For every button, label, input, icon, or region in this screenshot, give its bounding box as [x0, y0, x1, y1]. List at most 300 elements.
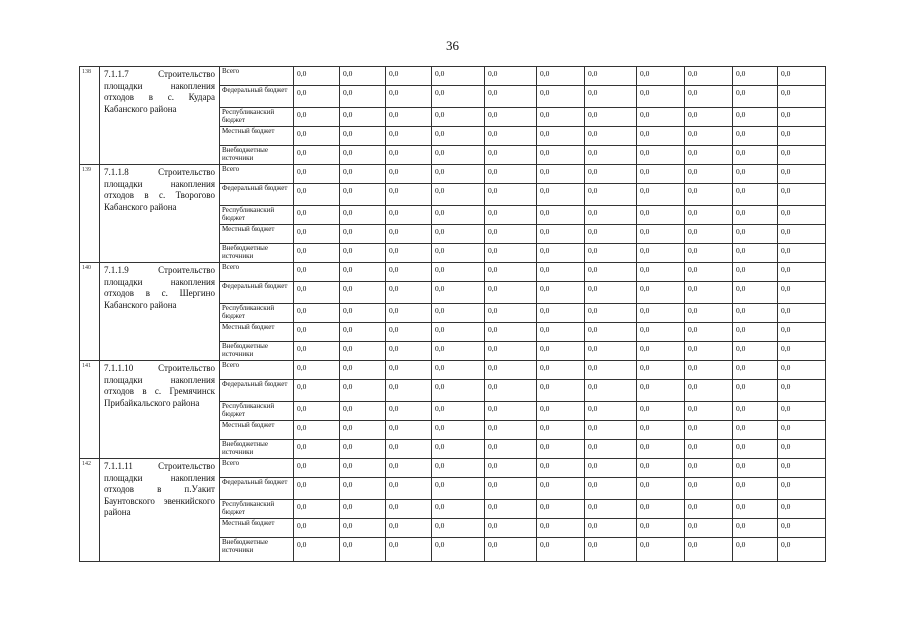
- value-cell: 0,0: [537, 380, 585, 402]
- value-cell: 0,0: [778, 282, 826, 304]
- value-cell: 0,0: [537, 519, 585, 538]
- value-cell: 0,0: [340, 86, 386, 108]
- value-cell: 0,0: [432, 127, 485, 146]
- value-cell: 0,0: [432, 67, 485, 86]
- funding-source: Внебюджетные источники: [220, 342, 294, 361]
- value-cell: 0,0: [294, 304, 340, 323]
- value-cell: 0,0: [685, 206, 733, 225]
- value-cell: 0,0: [294, 361, 340, 380]
- value-cell: 0,0: [685, 165, 733, 184]
- value-cell: 0,0: [294, 127, 340, 146]
- value-cell: 0,0: [386, 440, 432, 459]
- value-cell: 0,0: [485, 361, 537, 380]
- value-cell: 0,0: [733, 263, 778, 282]
- funding-source: Всего: [220, 165, 294, 184]
- value-cell: 0,0: [585, 342, 637, 361]
- value-cell: 0,0: [733, 500, 778, 519]
- value-cell: 0,0: [637, 519, 685, 538]
- funding-source: Всего: [220, 67, 294, 86]
- value-cell: 0,0: [685, 127, 733, 146]
- value-cell: 0,0: [340, 342, 386, 361]
- value-cell: 0,0: [637, 184, 685, 206]
- value-cell: 0,0: [485, 519, 537, 538]
- value-cell: 0,0: [432, 459, 485, 478]
- value-cell: 0,0: [637, 244, 685, 263]
- value-cell: 0,0: [537, 206, 585, 225]
- value-cell: 0,0: [733, 165, 778, 184]
- value-cell: 0,0: [485, 440, 537, 459]
- value-cell: 0,0: [340, 165, 386, 184]
- value-cell: 0,0: [340, 421, 386, 440]
- value-cell: 0,0: [294, 86, 340, 108]
- value-cell: 0,0: [778, 380, 826, 402]
- value-cell: 0,0: [294, 108, 340, 127]
- value-cell: 0,0: [294, 478, 340, 500]
- value-cell: 0,0: [340, 361, 386, 380]
- value-cell: 0,0: [585, 146, 637, 165]
- value-cell: 0,0: [432, 184, 485, 206]
- value-cell: 0,0: [733, 323, 778, 342]
- value-cell: 0,0: [733, 402, 778, 421]
- value-cell: 0,0: [778, 478, 826, 500]
- value-cell: 0,0: [585, 127, 637, 146]
- funding-source: Республиканский бюджет: [220, 402, 294, 421]
- value-cell: 0,0: [585, 225, 637, 244]
- value-cell: 0,0: [733, 225, 778, 244]
- value-cell: 0,0: [537, 67, 585, 86]
- value-cell: 0,0: [485, 500, 537, 519]
- value-cell: 0,0: [485, 282, 537, 304]
- value-cell: 0,0: [685, 323, 733, 342]
- value-cell: 0,0: [778, 421, 826, 440]
- value-cell: 0,0: [637, 323, 685, 342]
- value-cell: 0,0: [778, 225, 826, 244]
- value-cell: 0,0: [778, 361, 826, 380]
- value-cell: 0,0: [340, 402, 386, 421]
- value-cell: 0,0: [485, 263, 537, 282]
- value-cell: 0,0: [340, 282, 386, 304]
- value-cell: 0,0: [537, 459, 585, 478]
- funding-source: Местный бюджет: [220, 421, 294, 440]
- value-cell: 0,0: [537, 184, 585, 206]
- value-cell: 0,0: [537, 304, 585, 323]
- value-cell: 0,0: [778, 127, 826, 146]
- table-row: [80, 263, 826, 282]
- value-cell: 0,0: [637, 500, 685, 519]
- value-cell: 0,0: [432, 519, 485, 538]
- value-cell: 0,0: [585, 478, 637, 500]
- funding-source: Республиканский бюджет: [220, 108, 294, 127]
- value-cell: 0,0: [485, 165, 537, 184]
- row-number: 142: [80, 459, 100, 562]
- value-cell: 0,0: [432, 342, 485, 361]
- value-cell: 0,0: [340, 304, 386, 323]
- table-row: [80, 67, 826, 86]
- value-cell: 0,0: [585, 86, 637, 108]
- value-cell: 0,0: [778, 538, 826, 562]
- value-cell: 0,0: [733, 184, 778, 206]
- value-cell: 0,0: [485, 421, 537, 440]
- value-cell: 0,0: [733, 108, 778, 127]
- value-cell: 0,0: [733, 361, 778, 380]
- value-cell: 0,0: [637, 108, 685, 127]
- value-cell: 0,0: [733, 478, 778, 500]
- value-cell: 0,0: [585, 206, 637, 225]
- value-cell: 0,0: [386, 323, 432, 342]
- value-cell: 0,0: [485, 225, 537, 244]
- funding-source: Всего: [220, 361, 294, 380]
- funding-source: Федеральный бюджет: [220, 380, 294, 402]
- value-cell: 0,0: [537, 165, 585, 184]
- value-cell: 0,0: [778, 342, 826, 361]
- value-cell: 0,0: [485, 342, 537, 361]
- value-cell: 0,0: [340, 206, 386, 225]
- value-cell: 0,0: [537, 146, 585, 165]
- value-cell: 0,0: [537, 478, 585, 500]
- funding-source: Федеральный бюджет: [220, 184, 294, 206]
- table-row: [80, 459, 826, 478]
- value-cell: 0,0: [733, 304, 778, 323]
- table-row: [80, 165, 826, 184]
- row-number: 141: [80, 361, 100, 459]
- value-cell: 0,0: [386, 86, 432, 108]
- value-cell: 0,0: [294, 184, 340, 206]
- value-cell: 0,0: [386, 67, 432, 86]
- value-cell: 0,0: [485, 86, 537, 108]
- value-cell: 0,0: [432, 263, 485, 282]
- value-cell: 0,0: [537, 323, 585, 342]
- value-cell: 0,0: [485, 244, 537, 263]
- value-cell: 0,0: [637, 538, 685, 562]
- value-cell: 0,0: [432, 500, 485, 519]
- value-cell: 0,0: [340, 323, 386, 342]
- value-cell: 0,0: [585, 402, 637, 421]
- value-cell: 0,0: [637, 263, 685, 282]
- value-cell: 0,0: [340, 244, 386, 263]
- value-cell: 0,0: [537, 282, 585, 304]
- value-cell: 0,0: [733, 67, 778, 86]
- value-cell: 0,0: [637, 342, 685, 361]
- value-cell: 0,0: [733, 380, 778, 402]
- value-cell: 0,0: [685, 538, 733, 562]
- value-cell: 0,0: [733, 342, 778, 361]
- value-cell: 0,0: [485, 380, 537, 402]
- value-cell: 0,0: [485, 304, 537, 323]
- value-cell: 0,0: [685, 244, 733, 263]
- value-cell: 0,0: [386, 146, 432, 165]
- value-cell: 0,0: [432, 402, 485, 421]
- value-cell: 0,0: [485, 184, 537, 206]
- value-cell: 0,0: [386, 538, 432, 562]
- value-cell: 0,0: [585, 108, 637, 127]
- value-cell: 0,0: [537, 500, 585, 519]
- value-cell: 0,0: [386, 244, 432, 263]
- value-cell: 0,0: [294, 282, 340, 304]
- value-cell: 0,0: [685, 225, 733, 244]
- value-cell: 0,0: [432, 108, 485, 127]
- value-cell: 0,0: [637, 402, 685, 421]
- value-cell: 0,0: [733, 146, 778, 165]
- value-cell: 0,0: [585, 361, 637, 380]
- value-cell: 0,0: [485, 402, 537, 421]
- value-cell: 0,0: [485, 127, 537, 146]
- value-cell: 0,0: [294, 146, 340, 165]
- value-cell: 0,0: [340, 263, 386, 282]
- value-cell: 0,0: [585, 519, 637, 538]
- value-cell: 0,0: [432, 323, 485, 342]
- value-cell: 0,0: [386, 402, 432, 421]
- value-cell: 0,0: [585, 67, 637, 86]
- value-cell: 0,0: [685, 67, 733, 86]
- value-cell: 0,0: [294, 263, 340, 282]
- value-cell: 0,0: [685, 342, 733, 361]
- value-cell: 0,0: [294, 538, 340, 562]
- value-cell: 0,0: [733, 421, 778, 440]
- value-cell: 0,0: [733, 244, 778, 263]
- funding-source: Внебюджетные источники: [220, 440, 294, 459]
- value-cell: 0,0: [386, 361, 432, 380]
- value-cell: 0,0: [294, 165, 340, 184]
- value-cell: 0,0: [637, 165, 685, 184]
- value-cell: 0,0: [685, 146, 733, 165]
- value-cell: 0,0: [432, 440, 485, 459]
- value-cell: 0,0: [637, 146, 685, 165]
- value-cell: 0,0: [386, 225, 432, 244]
- value-cell: 0,0: [685, 402, 733, 421]
- value-cell: 0,0: [585, 165, 637, 184]
- value-cell: 0,0: [294, 500, 340, 519]
- value-cell: 0,0: [685, 304, 733, 323]
- value-cell: 0,0: [386, 127, 432, 146]
- value-cell: 0,0: [294, 67, 340, 86]
- value-cell: 0,0: [537, 108, 585, 127]
- value-cell: 0,0: [340, 500, 386, 519]
- value-cell: 0,0: [685, 421, 733, 440]
- value-cell: 0,0: [386, 519, 432, 538]
- value-cell: 0,0: [432, 165, 485, 184]
- funding-source: Всего: [220, 459, 294, 478]
- value-cell: 0,0: [386, 342, 432, 361]
- value-cell: 0,0: [778, 323, 826, 342]
- value-cell: 0,0: [637, 304, 685, 323]
- value-cell: 0,0: [637, 361, 685, 380]
- value-cell: 0,0: [685, 380, 733, 402]
- value-cell: 0,0: [386, 206, 432, 225]
- measure-name: 7.1.1.7 Строительство площадки накопления отходов в с. Кудара Кабанского района: [100, 67, 220, 165]
- value-cell: 0,0: [485, 478, 537, 500]
- funding-source: Республиканский бюджет: [220, 206, 294, 225]
- value-cell: 0,0: [637, 225, 685, 244]
- value-cell: 0,0: [637, 86, 685, 108]
- value-cell: 0,0: [537, 127, 585, 146]
- value-cell: 0,0: [386, 108, 432, 127]
- value-cell: 0,0: [485, 108, 537, 127]
- row-number: 139: [80, 165, 100, 263]
- value-cell: 0,0: [432, 538, 485, 562]
- value-cell: 0,0: [294, 342, 340, 361]
- page-number: 36: [446, 38, 459, 53]
- value-cell: 0,0: [733, 206, 778, 225]
- value-cell: 0,0: [778, 146, 826, 165]
- value-cell: 0,0: [778, 206, 826, 225]
- value-cell: 0,0: [432, 361, 485, 380]
- funding-source: Внебюджетные источники: [220, 146, 294, 165]
- measure-name: 7.1.1.8 Строительство площадки накопления отходов в с. Творогово Кабанского района: [100, 165, 220, 263]
- value-cell: 0,0: [733, 459, 778, 478]
- value-cell: 0,0: [340, 380, 386, 402]
- value-cell: 0,0: [537, 342, 585, 361]
- value-cell: 0,0: [637, 67, 685, 86]
- value-cell: 0,0: [386, 165, 432, 184]
- value-cell: 0,0: [685, 108, 733, 127]
- value-cell: 0,0: [585, 263, 637, 282]
- value-cell: 0,0: [585, 538, 637, 562]
- value-cell: 0,0: [432, 206, 485, 225]
- value-cell: 0,0: [386, 421, 432, 440]
- value-cell: 0,0: [432, 146, 485, 165]
- value-cell: 0,0: [778, 304, 826, 323]
- value-cell: 0,0: [537, 402, 585, 421]
- value-cell: 0,0: [432, 282, 485, 304]
- value-cell: 0,0: [685, 86, 733, 108]
- value-cell: 0,0: [778, 402, 826, 421]
- measure-name: 7.1.1.11 Строительство площадки накопления отходов в п.Уакит Баунтовского эвенкийского района: [100, 459, 220, 562]
- value-cell: 0,0: [685, 478, 733, 500]
- value-cell: 0,0: [637, 421, 685, 440]
- row-number: 138: [80, 67, 100, 165]
- value-cell: 0,0: [340, 459, 386, 478]
- value-cell: 0,0: [637, 380, 685, 402]
- funding-source: Всего: [220, 263, 294, 282]
- value-cell: 0,0: [386, 500, 432, 519]
- value-cell: 0,0: [294, 440, 340, 459]
- value-cell: 0,0: [733, 86, 778, 108]
- value-cell: 0,0: [485, 538, 537, 562]
- value-cell: 0,0: [585, 380, 637, 402]
- value-cell: 0,0: [685, 500, 733, 519]
- value-cell: 0,0: [432, 421, 485, 440]
- value-cell: 0,0: [432, 244, 485, 263]
- value-cell: 0,0: [485, 459, 537, 478]
- value-cell: 0,0: [778, 519, 826, 538]
- value-cell: 0,0: [340, 146, 386, 165]
- value-cell: 0,0: [585, 440, 637, 459]
- funding-source: Местный бюджет: [220, 519, 294, 538]
- value-cell: 0,0: [537, 244, 585, 263]
- value-cell: 0,0: [386, 459, 432, 478]
- value-cell: 0,0: [537, 440, 585, 459]
- value-cell: 0,0: [340, 225, 386, 244]
- value-cell: 0,0: [537, 421, 585, 440]
- value-cell: 0,0: [386, 478, 432, 500]
- value-cell: 0,0: [294, 323, 340, 342]
- funding-source: Республиканский бюджет: [220, 500, 294, 519]
- value-cell: 0,0: [537, 263, 585, 282]
- value-cell: 0,0: [585, 282, 637, 304]
- value-cell: 0,0: [685, 459, 733, 478]
- value-cell: 0,0: [537, 538, 585, 562]
- value-cell: 0,0: [585, 184, 637, 206]
- value-cell: 0,0: [685, 263, 733, 282]
- funding-source: Федеральный бюджет: [220, 86, 294, 108]
- value-cell: 0,0: [585, 244, 637, 263]
- value-cell: 0,0: [585, 459, 637, 478]
- value-cell: 0,0: [485, 146, 537, 165]
- value-cell: 0,0: [485, 206, 537, 225]
- measure-name: 7.1.1.9 Строительство площадки накопления отходов в с. Шергино Кабанского района: [100, 263, 220, 361]
- value-cell: 0,0: [340, 127, 386, 146]
- measure-name: 7.1.1.10 Строительство площадки накопления отходов в с. Гремячинск Прибайкальского района: [100, 361, 220, 459]
- value-cell: 0,0: [585, 500, 637, 519]
- value-cell: 0,0: [340, 478, 386, 500]
- value-cell: 0,0: [386, 282, 432, 304]
- value-cell: 0,0: [294, 244, 340, 263]
- value-cell: 0,0: [778, 244, 826, 263]
- value-cell: 0,0: [733, 519, 778, 538]
- value-cell: 0,0: [294, 519, 340, 538]
- value-cell: 0,0: [340, 108, 386, 127]
- value-cell: 0,0: [386, 304, 432, 323]
- value-cell: 0,0: [340, 440, 386, 459]
- value-cell: 0,0: [294, 206, 340, 225]
- value-cell: 0,0: [340, 67, 386, 86]
- value-cell: 0,0: [733, 282, 778, 304]
- value-cell: 0,0: [685, 361, 733, 380]
- value-cell: 0,0: [386, 380, 432, 402]
- value-cell: 0,0: [432, 478, 485, 500]
- value-cell: 0,0: [432, 304, 485, 323]
- value-cell: 0,0: [733, 127, 778, 146]
- value-cell: 0,0: [294, 421, 340, 440]
- value-cell: 0,0: [294, 225, 340, 244]
- value-cell: 0,0: [778, 165, 826, 184]
- value-cell: 0,0: [778, 86, 826, 108]
- value-cell: 0,0: [386, 184, 432, 206]
- value-cell: 0,0: [386, 263, 432, 282]
- funding-source: Федеральный бюджет: [220, 478, 294, 500]
- value-cell: 0,0: [294, 459, 340, 478]
- value-cell: 0,0: [432, 86, 485, 108]
- funding-source: Федеральный бюджет: [220, 282, 294, 304]
- value-cell: 0,0: [585, 304, 637, 323]
- value-cell: 0,0: [294, 402, 340, 421]
- funding-source: Республиканский бюджет: [220, 304, 294, 323]
- funding-source: Внебюджетные источники: [220, 244, 294, 263]
- value-cell: 0,0: [637, 440, 685, 459]
- value-cell: 0,0: [585, 323, 637, 342]
- funding-source: Внебюджетные источники: [220, 538, 294, 562]
- value-cell: 0,0: [637, 127, 685, 146]
- value-cell: 0,0: [778, 263, 826, 282]
- value-cell: 0,0: [637, 206, 685, 225]
- value-cell: 0,0: [432, 380, 485, 402]
- value-cell: 0,0: [432, 225, 485, 244]
- value-cell: 0,0: [637, 478, 685, 500]
- value-cell: 0,0: [294, 380, 340, 402]
- funding-source: Местный бюджет: [220, 225, 294, 244]
- value-cell: 0,0: [537, 86, 585, 108]
- value-cell: 0,0: [733, 440, 778, 459]
- value-cell: 0,0: [537, 361, 585, 380]
- value-cell: 0,0: [340, 184, 386, 206]
- value-cell: 0,0: [685, 440, 733, 459]
- value-cell: 0,0: [585, 421, 637, 440]
- table-row: [80, 361, 826, 380]
- value-cell: 0,0: [485, 323, 537, 342]
- value-cell: 0,0: [685, 282, 733, 304]
- row-number: 140: [80, 263, 100, 361]
- value-cell: 0,0: [340, 538, 386, 562]
